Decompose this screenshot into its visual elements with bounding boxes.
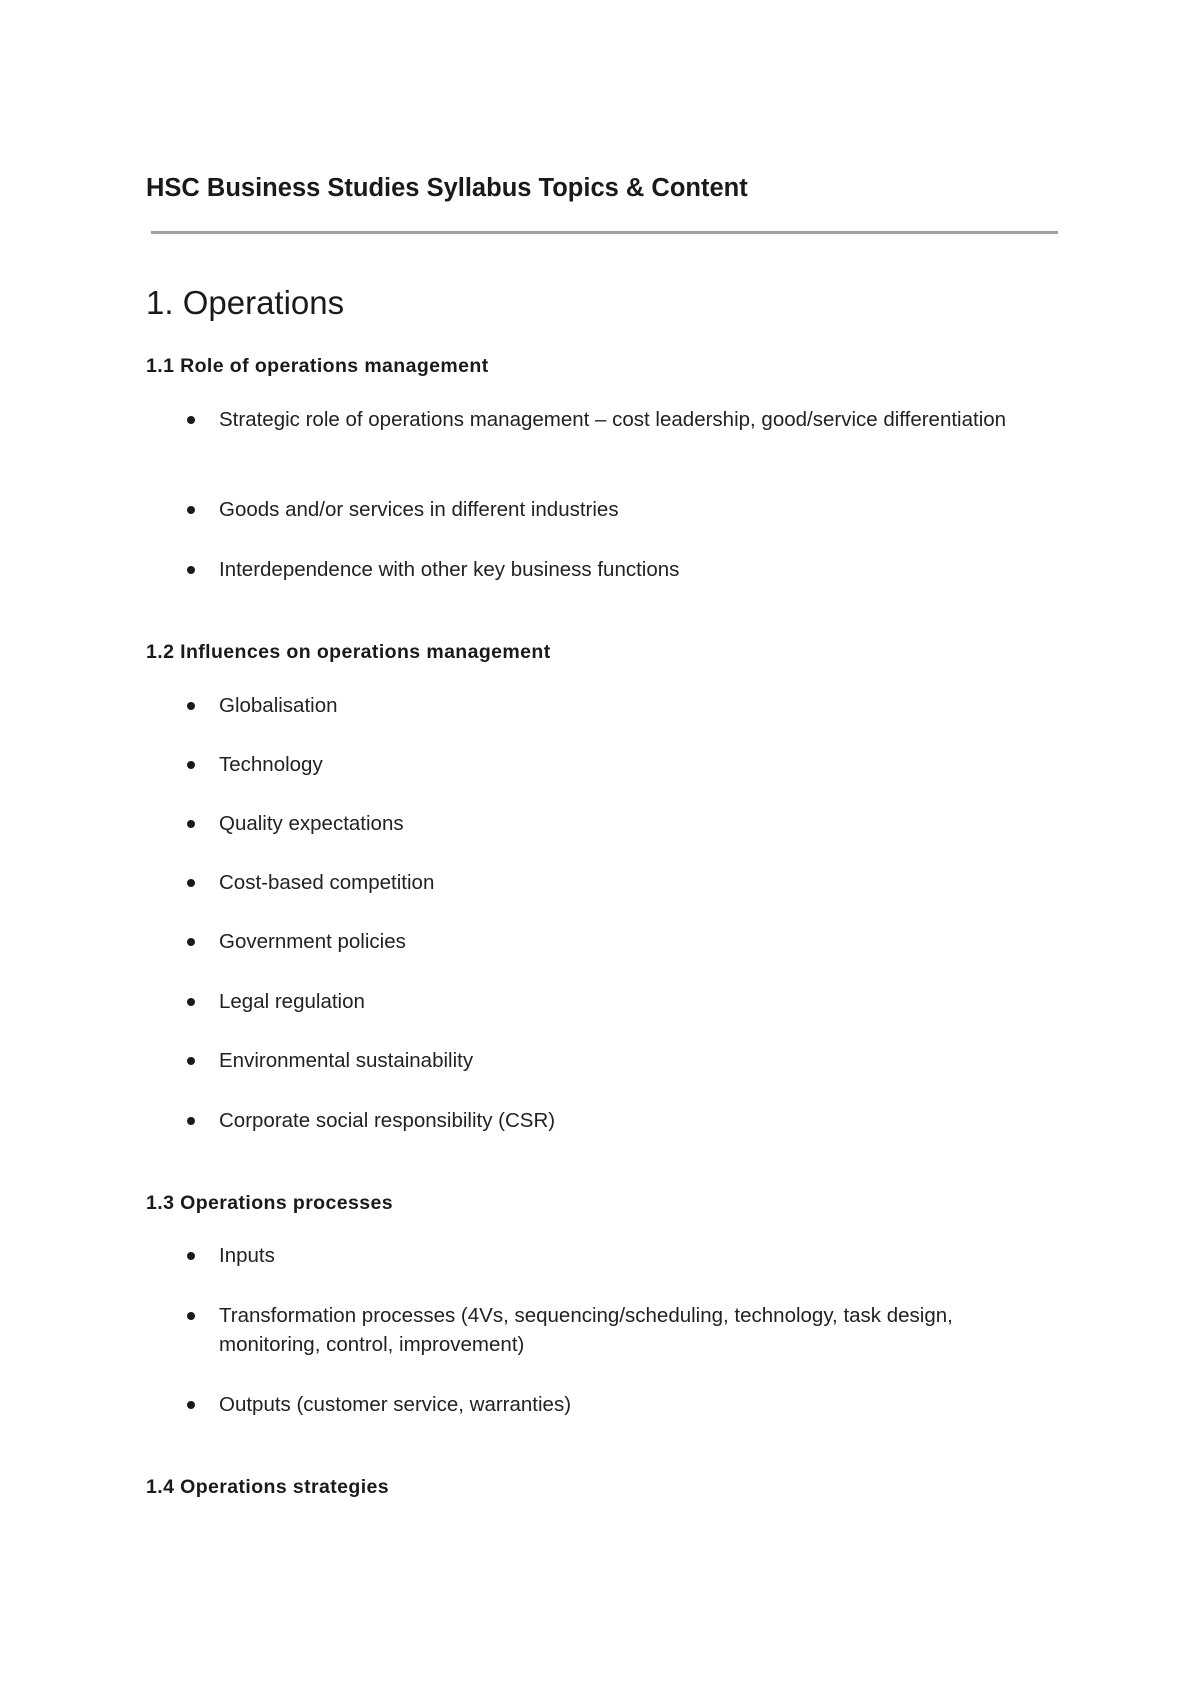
bullet-icon — [184, 876, 198, 890]
section-title: Operations — [182, 284, 345, 321]
bullet-icon — [184, 1398, 198, 1412]
subsection-heading-1-3: 1.3 Operations processes — [146, 1192, 393, 1214]
list-item: Goods and/or services in different industries — [219, 498, 619, 521]
bullet-icon — [184, 817, 198, 831]
list-item: Government policies — [219, 930, 406, 953]
list-item: Environmental sustainability — [219, 1049, 474, 1072]
bullet-icon — [184, 1114, 198, 1128]
list-item: Quality expectations — [219, 812, 404, 835]
section-heading-operations — [146, 283, 344, 323]
list-item: Transformation processes (4Vs, sequencing/scheduling, technology, task design, monitoring, control, improvement) — [219, 1304, 953, 1356]
bullet-icon — [184, 1054, 198, 1068]
bullet-icon — [184, 699, 198, 713]
bullet-icon — [184, 1249, 198, 1263]
list-item: Corporate social responsibility (CSR) — [219, 1109, 556, 1132]
section-number: 1. — [146, 284, 174, 321]
title-divider — [151, 231, 1058, 234]
subsection-heading-1-4: 1.4 Operations strategies — [146, 1476, 390, 1498]
list-item: Cost-based competition — [219, 871, 435, 894]
list-item: Technology — [219, 753, 323, 776]
bullet-icon — [184, 1309, 198, 1323]
document-title: HSC Business Studies Syllabus Topics & Content — [146, 174, 748, 202]
bullet-icon — [184, 758, 198, 772]
list-item: Inputs — [219, 1244, 275, 1267]
bullet-icon — [184, 413, 198, 427]
bullet-icon — [184, 503, 198, 517]
subsection-heading-1-1: 1.1 Role of operations management — [146, 355, 489, 377]
bullet-icon — [184, 995, 198, 1009]
list-item: Globalisation — [219, 694, 338, 717]
bullet-icon — [184, 935, 198, 949]
list-item: Strategic role of operations management – cost leadership, good/service differentiation — [219, 408, 1007, 431]
list-item: Legal regulation — [219, 990, 365, 1013]
subsection-heading-1-2: 1.2 Influences on operations management — [146, 641, 551, 663]
bullet-icon — [184, 563, 198, 577]
list-item: Interdependence with other key business functions — [219, 558, 680, 581]
list-item: Outputs (customer service, warranties) — [219, 1393, 572, 1416]
